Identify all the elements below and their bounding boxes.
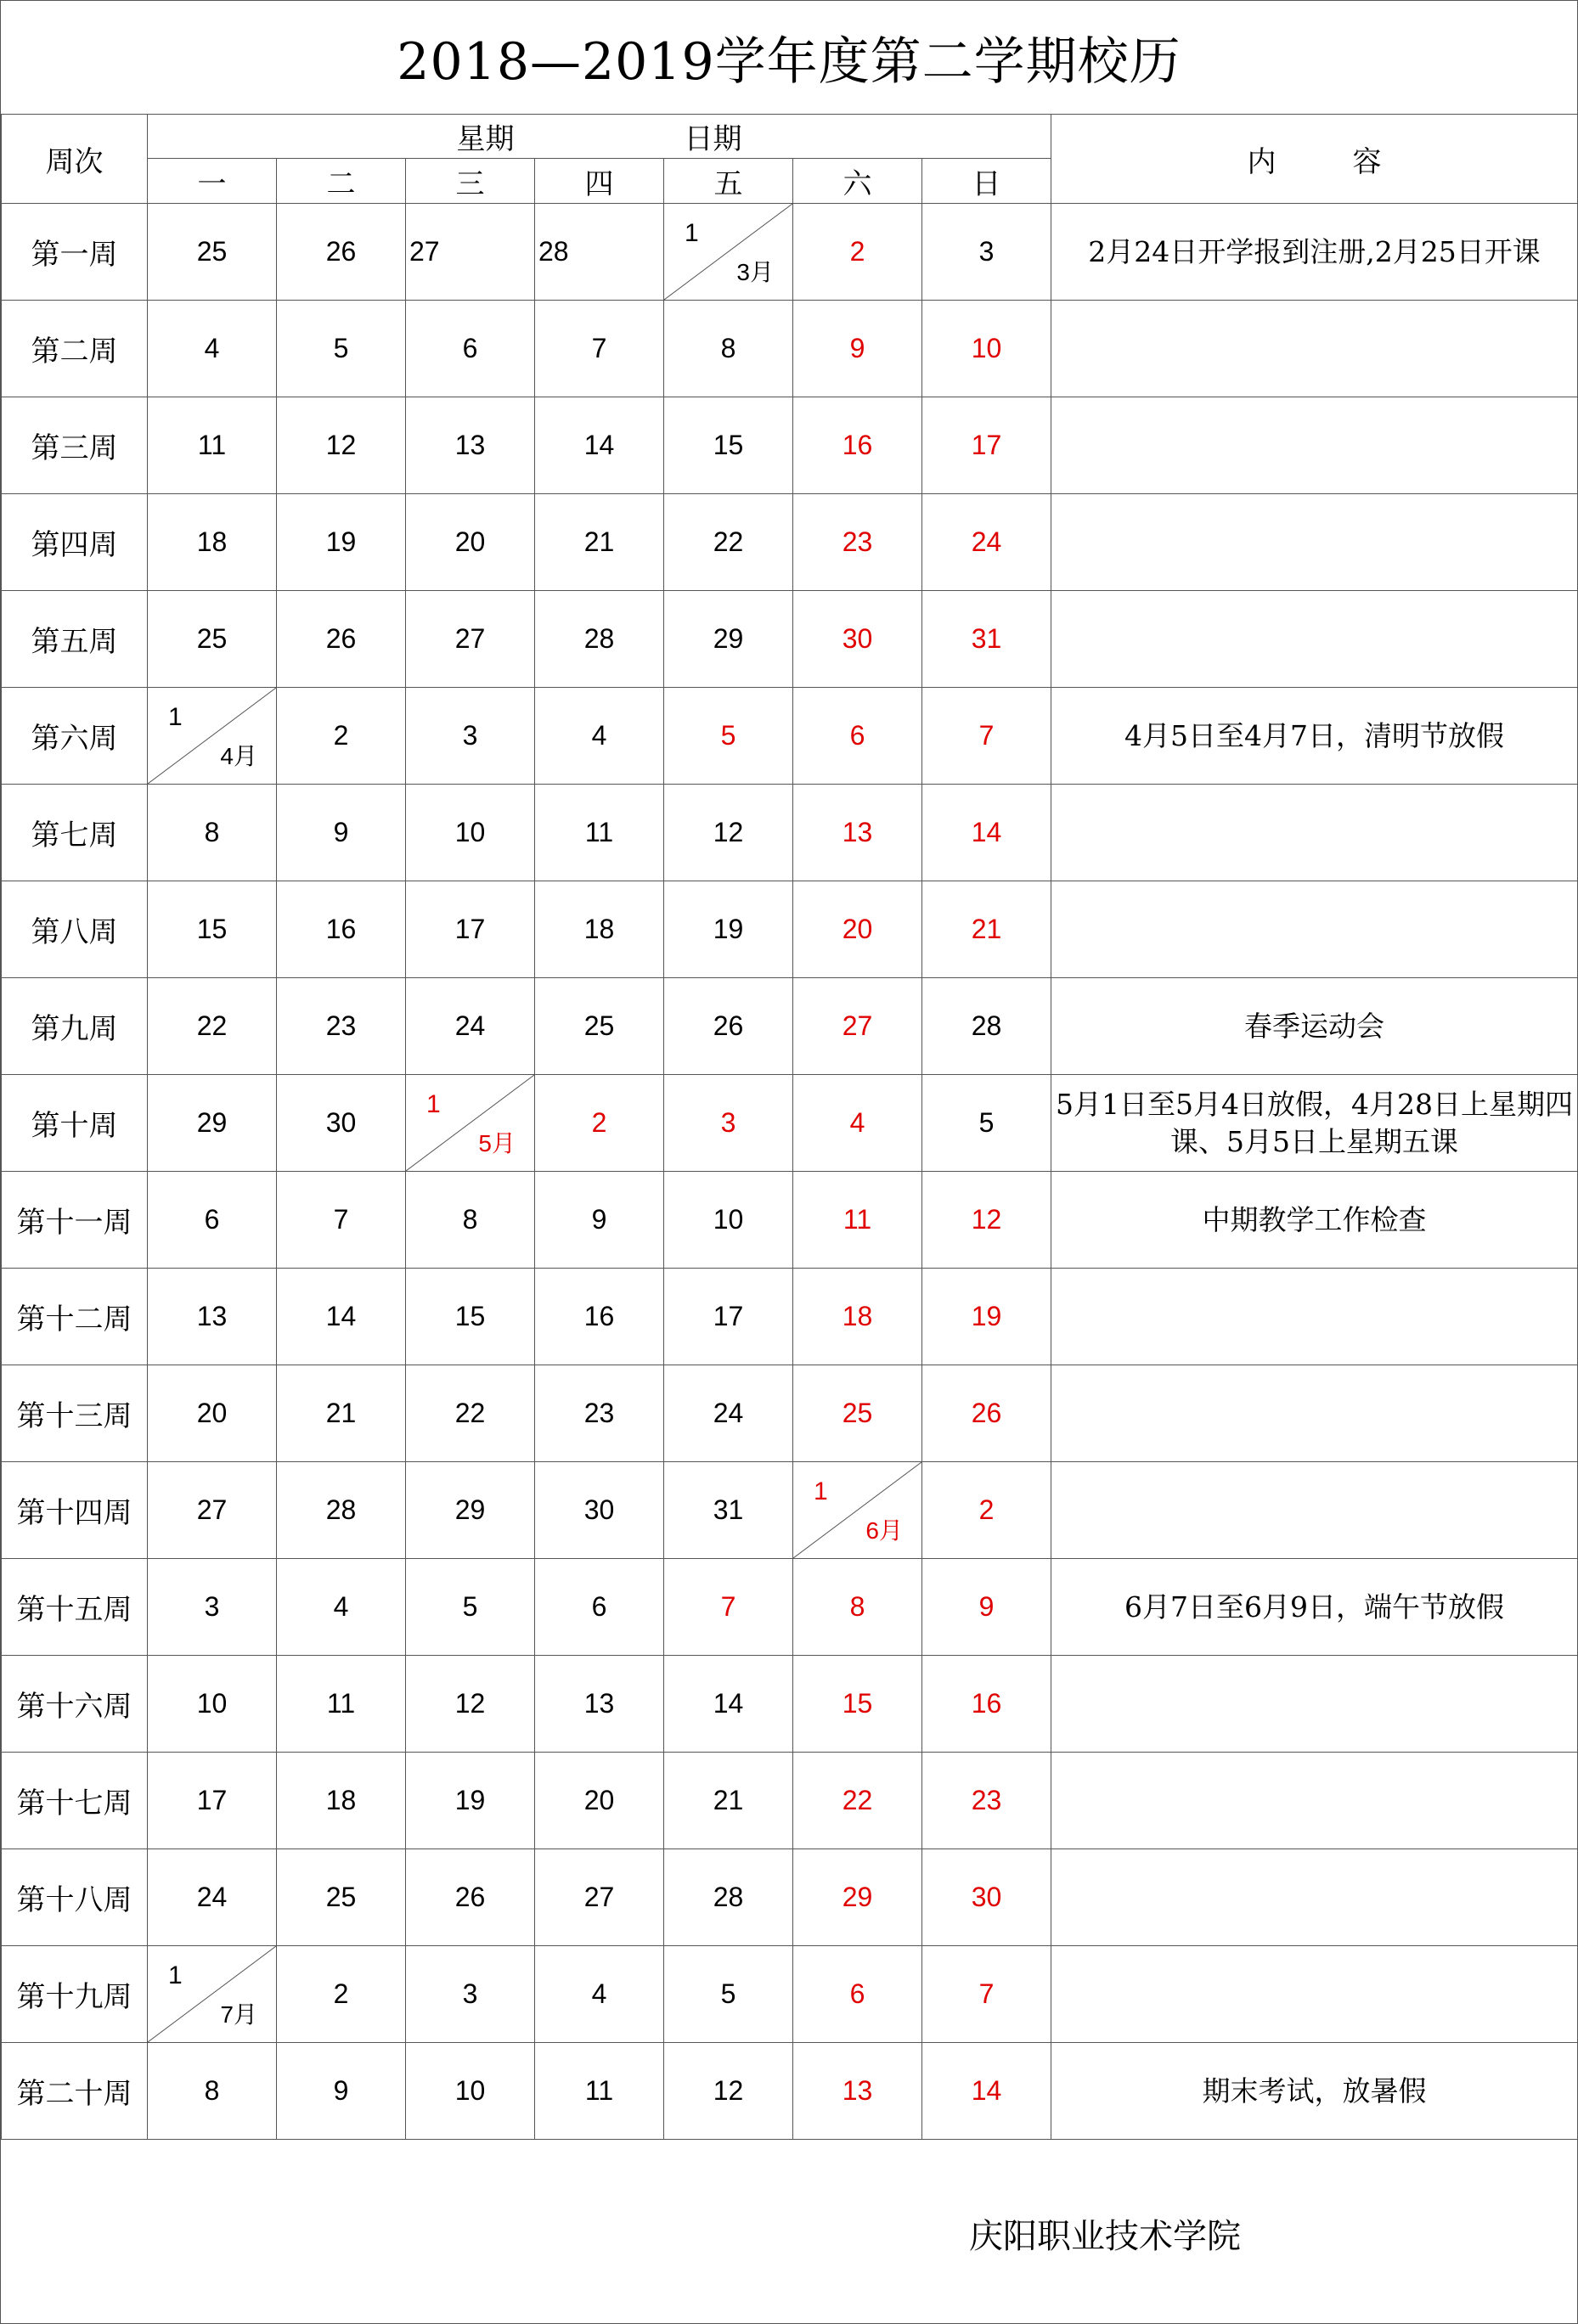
day-cell: 19 xyxy=(664,881,793,978)
day-cell: 21 xyxy=(922,881,1051,978)
week-row xyxy=(2,785,1578,881)
day-cell: 26 xyxy=(922,1365,1051,1462)
week-label: 第二周 xyxy=(2,301,148,397)
day-cell: 13 xyxy=(406,397,535,494)
day-cell: 6 xyxy=(148,1172,277,1269)
day-cell: 20 xyxy=(793,881,922,978)
day-cell: 5 xyxy=(277,301,406,397)
day-cell: 11 xyxy=(535,785,664,881)
day-cell: 23 xyxy=(535,1365,664,1462)
month-label: 5月 xyxy=(478,1130,516,1156)
day-cell: 15 xyxy=(406,1269,535,1365)
week-row xyxy=(2,397,1578,494)
week-content xyxy=(1051,1269,1578,1365)
day-cell: 2 xyxy=(535,1075,664,1172)
day-cell: 11 xyxy=(793,1172,922,1269)
day-cell: 7 xyxy=(535,301,664,397)
day-cell: 24 xyxy=(406,978,535,1075)
day-number: 1 xyxy=(685,219,699,247)
day-cell: 2 xyxy=(277,688,406,785)
day-cell: 21 xyxy=(664,1753,793,1849)
day-cell: 23 xyxy=(922,1753,1051,1849)
header-weekday-label: 星期 xyxy=(456,122,515,156)
school-name: 庆阳职业技术学院 xyxy=(969,2217,1241,2256)
week-content xyxy=(1051,785,1578,881)
day-cell: 5 xyxy=(406,1559,535,1656)
day-cell: 10 xyxy=(406,785,535,881)
day-cell: 12 xyxy=(922,1172,1051,1269)
day-cell: 25 xyxy=(535,978,664,1075)
day-cell: 22 xyxy=(148,978,277,1075)
day-cell: 11 xyxy=(535,2043,664,2140)
week-row xyxy=(2,881,1578,978)
week-label: 第七周 xyxy=(2,785,148,881)
day-cell: 6 xyxy=(793,1946,922,2043)
day-cell: 27 xyxy=(406,591,535,688)
day-cell: 10 xyxy=(664,1172,793,1269)
day-cell: 27 xyxy=(793,978,922,1075)
week-label: 第八周 xyxy=(2,881,148,978)
week-label: 第九周 xyxy=(2,978,148,1075)
day-cell: 25 xyxy=(277,1849,406,1946)
day-cell: 9 xyxy=(535,1172,664,1269)
header-content-column xyxy=(1051,115,1578,204)
day-cell: 12 xyxy=(277,397,406,494)
header-date-label: 日期 xyxy=(684,122,742,156)
day-cell: 14 xyxy=(664,1656,793,1753)
header-weekday-date xyxy=(148,115,1051,159)
day-cell: 15 xyxy=(664,397,793,494)
week-row xyxy=(2,1559,1578,1656)
day-cell: 30 xyxy=(277,1075,406,1172)
day-cell: 14 xyxy=(277,1269,406,1365)
day-cell: 21 xyxy=(535,494,664,591)
day-number: 1 xyxy=(168,1961,183,1989)
day-cell: 4 xyxy=(793,1075,922,1172)
day-cell: 25 xyxy=(148,591,277,688)
week-content xyxy=(1051,1656,1578,1753)
day-cell: 5 xyxy=(922,1075,1051,1172)
day-cell: 17 xyxy=(406,881,535,978)
day-cell: 5 xyxy=(664,688,793,785)
header-week-column: 周次 xyxy=(2,115,148,204)
day-cell: 28 xyxy=(664,1849,793,1946)
week-row xyxy=(2,1365,1578,1462)
week-label: 第四周 xyxy=(2,494,148,591)
day-cell: 28 xyxy=(535,204,664,301)
week-row xyxy=(2,1946,1578,2043)
week-row xyxy=(2,1462,1578,1559)
day-cell: 9 xyxy=(922,1559,1051,1656)
day-cell: 18 xyxy=(535,881,664,978)
week-content xyxy=(1051,1753,1578,1849)
week-label: 第三周 xyxy=(2,397,148,494)
week-label: 第十周 xyxy=(2,1075,148,1172)
day-cell: 26 xyxy=(277,591,406,688)
day-cell: 4 xyxy=(535,1946,664,2043)
day-cell: 3 xyxy=(148,1559,277,1656)
day-cell: 23 xyxy=(277,978,406,1075)
day-cell: 2 xyxy=(922,1462,1051,1559)
day-cell: 19 xyxy=(922,1269,1051,1365)
month-label: 7月 xyxy=(220,2001,257,2028)
day-cell: 16 xyxy=(793,397,922,494)
day-cell: 27 xyxy=(535,1849,664,1946)
day-cell: 7 xyxy=(664,1559,793,1656)
day-cell: 5 xyxy=(664,1946,793,2043)
month-start-cell xyxy=(793,1462,922,1559)
day-cell: 10 xyxy=(922,301,1051,397)
month-label: 3月 xyxy=(736,259,774,285)
week-label: 第十三周 xyxy=(2,1365,148,1462)
week-label: 第十二周 xyxy=(2,1269,148,1365)
day-cell: 10 xyxy=(148,1656,277,1753)
week-content xyxy=(1051,881,1578,978)
week-row xyxy=(2,591,1578,688)
day-cell: 28 xyxy=(535,591,664,688)
week-label: 第十六周 xyxy=(2,1656,148,1753)
month-start-cell xyxy=(664,204,793,301)
day-cell: 24 xyxy=(148,1849,277,1946)
day-cell: 11 xyxy=(148,397,277,494)
day-cell: 19 xyxy=(406,1753,535,1849)
day-cell: 25 xyxy=(148,204,277,301)
day-cell: 20 xyxy=(148,1365,277,1462)
week-row xyxy=(2,688,1578,785)
day-cell: 8 xyxy=(406,1172,535,1269)
day-cell: 30 xyxy=(535,1462,664,1559)
day-cell: 9 xyxy=(277,785,406,881)
day-cell: 6 xyxy=(793,688,922,785)
day-cell: 16 xyxy=(922,1656,1051,1753)
day-cell: 16 xyxy=(277,881,406,978)
week-label: 第十一周 xyxy=(2,1172,148,1269)
week-content xyxy=(1051,591,1578,688)
week-label: 第十五周 xyxy=(2,1559,148,1656)
week-row xyxy=(2,1269,1578,1365)
day-cell: 28 xyxy=(277,1462,406,1559)
week-content: 春季运动会 xyxy=(1051,978,1578,1075)
week-content xyxy=(1051,301,1578,397)
day-cell: 22 xyxy=(664,494,793,591)
week-row xyxy=(2,1849,1578,1946)
week-content: 6月7日至6月9日，端午节放假 xyxy=(1051,1559,1578,1656)
day-cell: 14 xyxy=(922,785,1051,881)
week-content: 中期教学工作检查 xyxy=(1051,1172,1578,1269)
week-row xyxy=(2,1075,1578,1172)
day-cell: 8 xyxy=(148,785,277,881)
day-cell: 9 xyxy=(277,2043,406,2140)
week-label: 第二十周 xyxy=(2,2043,148,2140)
day-cell: 7 xyxy=(277,1172,406,1269)
day-cell: 31 xyxy=(664,1462,793,1559)
week-label: 第一周 xyxy=(2,204,148,301)
day-cell: 22 xyxy=(406,1365,535,1462)
day-cell: 19 xyxy=(277,494,406,591)
day-cell: 24 xyxy=(664,1365,793,1462)
week-content xyxy=(1051,1462,1578,1559)
day-cell: 3 xyxy=(664,1075,793,1172)
day-cell: 31 xyxy=(922,591,1051,688)
day-cell: 15 xyxy=(148,881,277,978)
footer xyxy=(1,2138,1577,2323)
day-cell: 8 xyxy=(793,1559,922,1656)
day-cell: 26 xyxy=(406,1849,535,1946)
day-cell: 4 xyxy=(535,688,664,785)
day-cell: 27 xyxy=(406,204,535,301)
day-cell: 18 xyxy=(793,1269,922,1365)
day-cell: 18 xyxy=(148,494,277,591)
header-content-label-b: 容 xyxy=(1352,144,1382,179)
week-row xyxy=(2,494,1578,591)
day-cell: 17 xyxy=(664,1269,793,1365)
header-day-2: 二 xyxy=(277,159,406,204)
day-cell: 29 xyxy=(406,1462,535,1559)
day-cell: 20 xyxy=(406,494,535,591)
day-cell: 7 xyxy=(922,688,1051,785)
day-cell: 3 xyxy=(922,204,1051,301)
week-content: 4月5日至4月7日，清明节放假 xyxy=(1051,688,1578,785)
month-label: 4月 xyxy=(220,743,257,769)
header-day-6: 六 xyxy=(793,159,922,204)
week-label: 第六周 xyxy=(2,688,148,785)
day-number: 1 xyxy=(168,703,183,731)
week-row xyxy=(2,301,1578,397)
week-label: 第十九周 xyxy=(2,1946,148,2043)
week-content xyxy=(1051,1946,1578,2043)
day-cell: 20 xyxy=(535,1753,664,1849)
day-cell: 22 xyxy=(793,1753,922,1849)
week-content: 期末考试，放暑假 xyxy=(1051,2043,1578,2140)
day-cell: 14 xyxy=(922,2043,1051,2140)
day-number: 1 xyxy=(426,1090,441,1118)
page-title: 2018—2019学年度第二学期校历 xyxy=(397,31,1181,92)
day-cell: 13 xyxy=(793,2043,922,2140)
week-content: 5月1日至5月4日放假，4月28日上星期四课、5月5日上星期五课 xyxy=(1051,1075,1578,1172)
day-cell: 17 xyxy=(148,1753,277,1849)
day-cell: 10 xyxy=(406,2043,535,2140)
week-label: 第十四周 xyxy=(2,1462,148,1559)
day-cell: 4 xyxy=(277,1559,406,1656)
day-cell: 11 xyxy=(277,1656,406,1753)
day-cell: 13 xyxy=(793,785,922,881)
day-cell: 26 xyxy=(664,978,793,1075)
week-content xyxy=(1051,1849,1578,1946)
week-content xyxy=(1051,494,1578,591)
month-start-cell xyxy=(148,688,277,785)
day-cell: 30 xyxy=(793,591,922,688)
day-cell: 26 xyxy=(277,204,406,301)
week-label: 第五周 xyxy=(2,591,148,688)
month-start-cell xyxy=(148,1946,277,2043)
day-cell: 16 xyxy=(535,1269,664,1365)
day-cell: 4 xyxy=(148,301,277,397)
week-row xyxy=(2,1172,1578,1269)
week-content xyxy=(1051,397,1578,494)
day-cell: 29 xyxy=(664,591,793,688)
day-cell: 27 xyxy=(148,1462,277,1559)
header-day-4: 四 xyxy=(535,159,664,204)
day-cell: 12 xyxy=(406,1656,535,1753)
week-label: 第十七周 xyxy=(2,1753,148,1849)
week-row xyxy=(2,1656,1578,1753)
day-cell: 25 xyxy=(793,1365,922,1462)
day-cell: 3 xyxy=(406,1946,535,2043)
day-cell: 2 xyxy=(277,1946,406,2043)
week-row xyxy=(2,978,1578,1075)
day-cell: 29 xyxy=(148,1075,277,1172)
week-row xyxy=(2,204,1578,301)
day-cell: 6 xyxy=(406,301,535,397)
day-cell: 30 xyxy=(922,1849,1051,1946)
day-cell: 7 xyxy=(922,1946,1051,2043)
day-cell: 28 xyxy=(922,978,1051,1075)
day-cell: 18 xyxy=(277,1753,406,1849)
day-cell: 21 xyxy=(277,1365,406,1462)
week-label: 第十八周 xyxy=(2,1849,148,1946)
day-cell: 12 xyxy=(664,785,793,881)
day-cell: 29 xyxy=(793,1849,922,1946)
day-cell: 17 xyxy=(922,397,1051,494)
month-start-cell xyxy=(406,1075,535,1172)
day-cell: 13 xyxy=(535,1656,664,1753)
day-cell: 3 xyxy=(406,688,535,785)
day-cell: 13 xyxy=(148,1269,277,1365)
day-cell: 2 xyxy=(793,204,922,301)
day-cell: 14 xyxy=(535,397,664,494)
day-cell: 23 xyxy=(793,494,922,591)
month-label: 6月 xyxy=(865,1517,903,1544)
day-cell: 24 xyxy=(922,494,1051,591)
day-cell: 6 xyxy=(535,1559,664,1656)
header-day-7: 日 xyxy=(922,159,1051,204)
day-cell: 15 xyxy=(793,1656,922,1753)
week-content: 2月24日开学报到注册,2月25日开课 xyxy=(1051,204,1578,301)
day-cell: 12 xyxy=(664,2043,793,2140)
week-row xyxy=(2,2043,1578,2140)
day-cell: 9 xyxy=(793,301,922,397)
week-row xyxy=(2,1753,1578,1849)
header-day-1: 一 xyxy=(148,159,277,204)
day-number: 1 xyxy=(814,1477,828,1505)
week-content xyxy=(1051,1365,1578,1462)
day-cell: 8 xyxy=(664,301,793,397)
header-day-3: 三 xyxy=(406,159,535,204)
day-cell: 8 xyxy=(148,2043,277,2140)
header-day-5: 五 xyxy=(664,159,793,204)
header-content-label-a: 内 xyxy=(1247,144,1276,179)
calendar-table xyxy=(1,114,1578,2140)
